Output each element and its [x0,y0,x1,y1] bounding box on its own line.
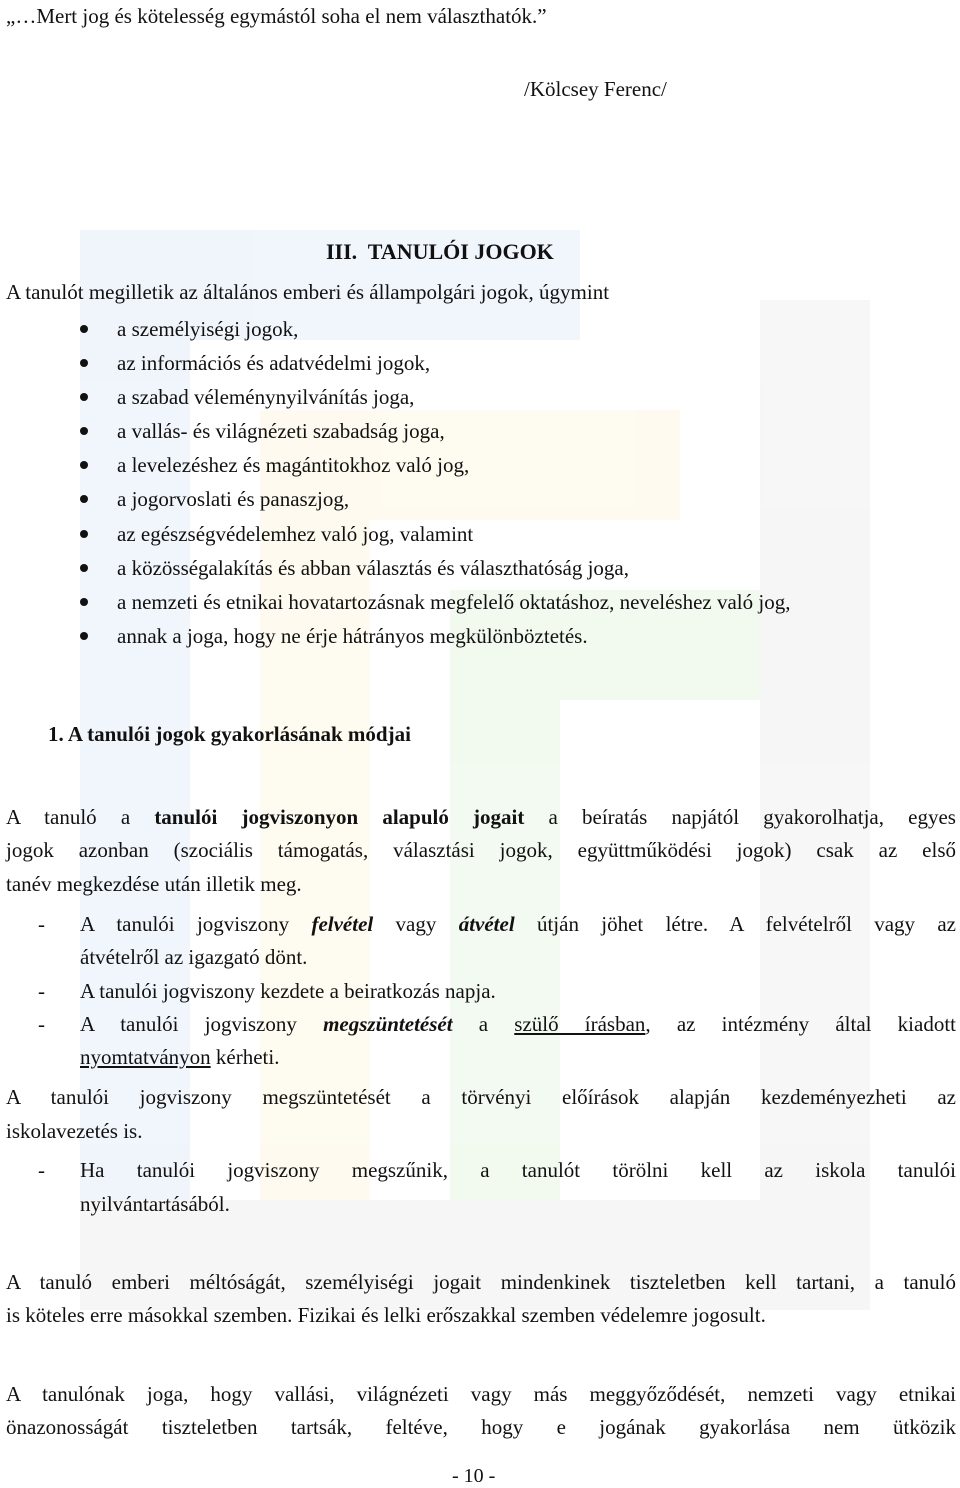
bullet-icon [80,495,88,503]
list-item: a vallás- és világnézeti szabadság joga, [0,414,790,448]
paragraph-1-line-1: A tanuló a tanulói jogviszonyon alapuló jogait a beíratás napjától gyakorolhatja, egyes [6,805,956,829]
dash-marker: - [38,912,45,936]
list-item: a közösségalakítás és abban választás és választhatóság joga, [0,551,790,585]
paragraph-1-line-2: jogok azonban (szociális támogatás, választási jogok, együttműködési jogok) csak az első [6,838,956,862]
list-item: a személyiségi jogok, [0,312,790,346]
bullet-icon [80,359,88,367]
bullet-icon [80,325,88,333]
list-item: a szabad véleménynyilvánítás joga, [0,380,790,414]
bullet-icon [80,461,88,469]
dash-item-2: A tanulói jogviszony kezdete a beiratkozás napja. [80,979,496,1003]
bullet-icon [80,393,88,401]
dash-item-1-line-2: átvételről az igazgató dönt. [80,945,308,969]
page-number: - 10 - [452,1465,496,1487]
paragraph-1-line-3: tanév megkezdése után illetik meg. [6,872,302,896]
bullet-icon [80,564,88,572]
paragraph-4-line-1: A tanulónak joga, hogy vallási, világnézeti vagy más meggyőződését, nemzeti vagy etnikai [6,1382,956,1406]
list-item: az egészségvédelemhez való jog, valamint [0,517,790,551]
paragraph-3-line-2: is köteles erre másokkal szemben. Fizikai és lelki erőszakkal szemben védelemre jogosult. [6,1303,766,1327]
dash-item-3-line-1: A tanulói jogviszony megszüntetését a szülő írásban, az intézmény által kiadott [80,1012,956,1036]
quote-text: „…Mert jog és kötelesség egymástól soha el nem választhatók.” [6,4,547,28]
dash-item-4-line-2: nyilvántartásából. [80,1192,230,1216]
dash-marker: - [38,1158,45,1182]
dash-item-1-line-1: A tanulói jogviszony felvétel vagy átvétel útján jöhet létre. A felvételről vagy az [80,912,956,936]
paragraph-4-line-2: önazonosságát tiszteletben tartsák, feltéve, hogy e jogának gyakorlása nem ütközik [6,1415,956,1439]
list-item: a nemzeti és etnikai hovatartozásnak megfelelő oktatáshoz, neveléshez való jog, [0,585,790,619]
rights-list [0,312,790,653]
dash-marker: - [38,1012,45,1036]
paragraph-2-line-2: iskolavezetés is. [6,1119,143,1143]
list-item: annak a joga, hogy ne érje hátrányos megkülönböztetés. [0,619,790,653]
section-title: III. TANULÓI JOGOK [326,239,554,264]
list-item: a jogorvoslati és panaszjog, [0,482,790,516]
bullet-icon [80,632,88,640]
bullet-icon [80,427,88,435]
quote-author: /Kölcsey Ferenc/ [524,77,667,101]
section-intro: A tanulót megilletik az általános emberi és állampolgári jogok, úgymint [6,280,610,304]
subsection-title: 1. A tanulói jogok gyakorlásának módjai [48,722,411,746]
dash-item-3-line-2: nyomtatványon kérheti. [80,1045,280,1069]
dash-item-4-line-1: Ha tanulói jogviszony megszűnik, a tanulót törölni kell az iskola tanulói [80,1158,956,1182]
bullet-icon [80,530,88,538]
list-item: a levelezéshez és magántitokhoz való jog, [0,448,790,482]
paragraph-3-line-1: A tanuló emberi méltóságát, személyiségi jogait mindenkinek tiszteletben kell tartani, a tanuló [6,1270,956,1294]
dash-marker: - [38,979,45,1003]
paragraph-2-line-1: A tanulói jogviszony megszüntetését a törvényi előírások alapján kezdeményezheti az [6,1085,956,1109]
list-item: az információs és adatvédelmi jogok, [0,346,790,380]
bullet-icon [80,598,88,606]
